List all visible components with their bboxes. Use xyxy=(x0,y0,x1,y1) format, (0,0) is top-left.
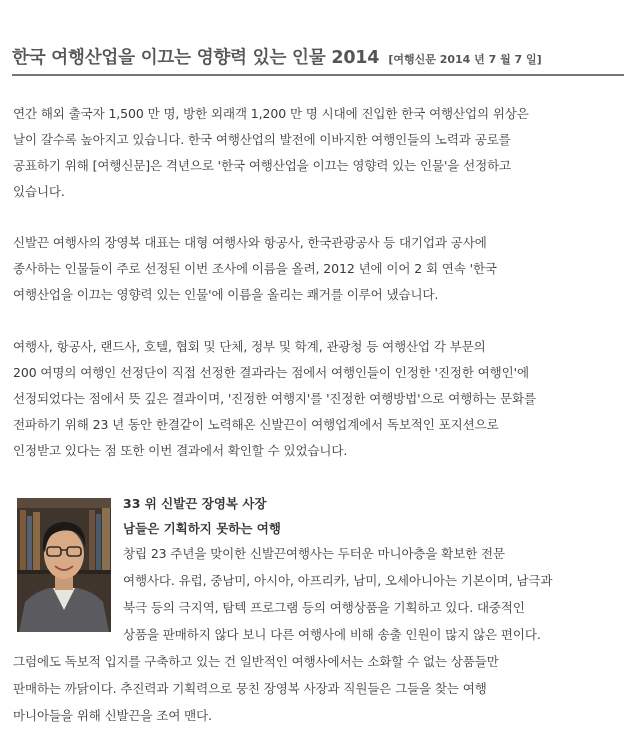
paragraph-intro xyxy=(13,101,623,205)
paragraph-line: 200 여명의 여행인 선정단이 직접 선정한 결과라는 점에서 여행인들이 인정한 '진정한 여행인'에 xyxy=(13,365,529,380)
paragraph-line: 전파하기 위해 23 년 동안 한결같이 노력해온 신발끈이 여행업계에서 독보적인 포지션으로 xyxy=(13,417,499,432)
paragraph-line: 있습니다. xyxy=(13,184,65,199)
profile-line: 판매하는 까닭이다. 추진력과 기획력으로 뭉친 장영복 사장과 직원들은 그들을 찾는 여행 xyxy=(13,681,487,696)
profile-subtitle: 남들은 기획하지 못하는 여행 xyxy=(123,521,281,536)
profile-line: 그럼에도 독보적 입지를 구축하고 있는 건 일반적인 여행사에서는 소화할 수 없는 상품들만 xyxy=(13,654,499,669)
portrait-image xyxy=(17,498,111,632)
profile-line: 마니아들을 위해 신발끈을 조여 맨다. xyxy=(13,708,212,723)
article-source: [여행신문 2014 년 7 월 7 일] xyxy=(388,53,542,66)
title-divider xyxy=(12,74,624,76)
paragraph-line: 여행산업을 이끄는 영향력 있는 인물'에 이름을 올리는 쾌거를 이루어 냈습니다. xyxy=(13,287,439,302)
profile-line: 여행사다. 유럽, 중남미, 아시아, 아프리카, 남미, 오세아니아는 기본이며, 남극과 xyxy=(123,573,553,588)
profile-line: 상품을 판매하지 않다 보니 다른 여행사에 비해 송출 인원이 많지 않은 편이다. xyxy=(123,627,541,642)
paragraph-line: 신발끈 여행사의 장영복 대표는 대형 여행사와 항공사, 한국관광공사 등 대기업과 공사에 xyxy=(13,235,487,250)
profile-rank-name: 33 위 신발끈 장영복 사장 xyxy=(123,496,267,511)
article-header xyxy=(12,44,624,69)
paragraph-selection xyxy=(13,334,623,464)
profile-line: 창립 23 주년을 맞이한 신발끈여행사는 두터운 마니아층을 확보한 전문 xyxy=(123,546,505,561)
paragraph-line: 인정받고 있다는 점 또한 이번 결과에서 확인할 수 있었습니다. xyxy=(13,443,348,458)
paragraph-line: 선정되었다는 점에서 뜻 깊은 결과이며, '진정한 여행지'를 '진정한 여행방법'으로 여행하는 문화를 xyxy=(13,391,536,406)
paragraph-line: 여행사, 항공사, 랜드사, 호텔, 협회 및 단체, 정부 및 학계, 관광청 등 여행산업 각 부문의 xyxy=(13,339,486,354)
paragraph-line: 종사하는 인물들이 주로 선정된 이번 조사에 이름을 올려, 2012 년에 이어 2 회 연속 '한국 xyxy=(13,261,497,276)
profile-line: 북극 등의 극지역, 탐텍 프로그램 등의 여행상품을 기획하고 있다. 대중적인 xyxy=(123,600,525,615)
paragraph-ceo xyxy=(13,230,623,308)
profile-photo xyxy=(17,498,111,632)
paragraph-line: 공표하기 위해 [여행신문]은 격년으로 '한국 여행산업을 이끄는 영향력 있는 인물'을 선정하고 xyxy=(13,158,512,173)
article-title: 한국 여행산업을 이끄는 영향력 있는 인물 2014 xyxy=(12,48,380,68)
paragraph-line: 날이 갈수록 높아지고 있습니다. 한국 여행산업의 발전에 이바지한 여행인들의 노력과 공로를 xyxy=(13,132,511,147)
paragraph-line: 연간 해외 출국자 1,500 만 명, 방한 외래객 1,200 만 명 시대에 진입한 한국 여행산업의 위상은 xyxy=(13,106,529,121)
